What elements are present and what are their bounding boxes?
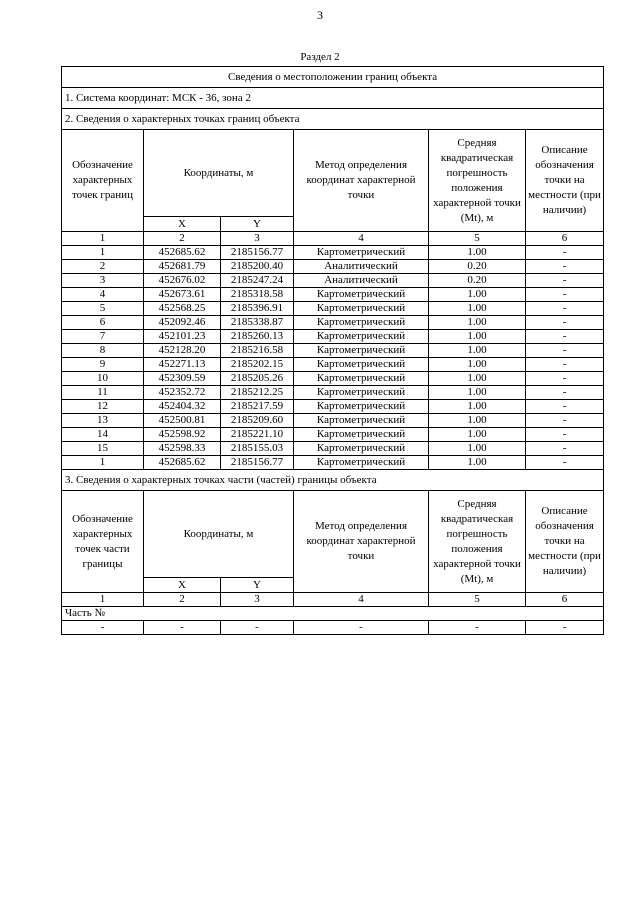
column-number-1: 1 [62,593,144,607]
method-cell: Картометрический [294,316,429,330]
y-coord-cell: 2185396.91 [221,302,294,316]
x-coord-cell: 452685.62 [144,456,221,470]
description-cell: - [526,274,604,288]
description-cell: - [526,414,604,428]
y-coord-cell: 2185209.60 [221,414,294,428]
description-cell: - [526,302,604,316]
column-number-5: 5 [429,232,526,246]
table-row [62,316,604,330]
description-cell: - [526,372,604,386]
y-coord-cell: 2185247.24 [221,274,294,288]
table-row [62,344,604,358]
part-error-cell: - [429,621,526,635]
column-number-4: 4 [294,232,429,246]
y-coord-cell: 2185156.77 [221,246,294,260]
point-id-cell: 2 [62,260,144,274]
error-cell: 1.00 [429,428,526,442]
part-coordinates-header: Координаты, м [144,491,294,578]
table-row [62,414,604,428]
point-id-cell: 13 [62,414,144,428]
description-cell: - [526,260,604,274]
description-cell: - [526,246,604,260]
x-coord-cell: 452681.79 [144,260,221,274]
point-id-cell: 9 [62,358,144,372]
method-cell: Картометрический [294,400,429,414]
x-coord-cell: 452092.46 [144,316,221,330]
description-header: Описание обозначения точки на местности (при наличии) [526,130,604,232]
point-id-cell: 15 [62,442,144,456]
y-coord-cell: 2185200.40 [221,260,294,274]
y-coord-cell: 2185212.25 [221,386,294,400]
description-cell: - [526,358,604,372]
column-number-6: 6 [526,593,604,607]
description-cell: - [526,344,604,358]
y-coord-cell: 2185155.03 [221,442,294,456]
part-designation-header: Обозначение характерных точек части границы [62,491,144,593]
point-id-cell: 8 [62,344,144,358]
point-id-cell: 1 [62,456,144,470]
table-row [62,358,604,372]
part-label: Часть № [62,607,604,621]
y-header: Y [221,217,294,232]
table-row [62,302,604,316]
error-cell: 1.00 [429,316,526,330]
x-coord-cell: 452101.23 [144,330,221,344]
part-y-header: Y [221,578,294,593]
x-coord-cell: 452685.62 [144,246,221,260]
x-header: X [144,217,221,232]
table-row [62,246,604,260]
error-cell: 1.00 [429,414,526,428]
section-title: Раздел 2 [300,51,340,63]
point-id-cell: 11 [62,386,144,400]
error-cell: 0.20 [429,260,526,274]
column-number-2: 2 [144,232,221,246]
table-row [62,288,604,302]
table-row [62,456,604,470]
method-cell: Картометрический [294,358,429,372]
table-row [62,442,604,456]
section2-title: 2. Сведения о характерных точках границ объекта [62,109,604,130]
table-row [62,330,604,344]
x-coord-cell: 452404.32 [144,400,221,414]
part-y-coord-cell: - [221,621,294,635]
error-cell: 1.00 [429,246,526,260]
method-cell: Картометрический [294,288,429,302]
method-header: Метод определения координат характерной точки [294,130,429,232]
method-cell: Картометрический [294,428,429,442]
description-cell: - [526,456,604,470]
method-cell: Картометрический [294,386,429,400]
part-method-cell: - [294,621,429,635]
y-coord-cell: 2185221.10 [221,428,294,442]
part-description-header: Описание обозначения точки на местности (при наличии) [526,491,604,593]
description-cell: - [526,316,604,330]
method-cell: Картометрический [294,442,429,456]
part-point-id-cell: - [62,621,144,635]
x-coord-cell: 452568.25 [144,302,221,316]
column-number-3: 3 [221,593,294,607]
method-cell: Аналитический [294,274,429,288]
point-id-cell: 12 [62,400,144,414]
error-cell: 1.00 [429,288,526,302]
error-cell: 1.00 [429,358,526,372]
point-id-cell: 3 [62,274,144,288]
error-cell: 1.00 [429,400,526,414]
point-id-cell: 10 [62,372,144,386]
x-coord-cell: 452676.02 [144,274,221,288]
y-coord-cell: 2185338.87 [221,316,294,330]
part-method-header: Метод определения координат характерной точки [294,491,429,593]
part-table-row [62,621,604,635]
column-number-2: 2 [144,593,221,607]
method-cell: Картометрический [294,246,429,260]
part-x-coord-cell: - [144,621,221,635]
column-number-1: 1 [62,232,144,246]
description-cell: - [526,386,604,400]
y-coord-cell: 2185216.58 [221,344,294,358]
description-cell: - [526,288,604,302]
y-coord-cell: 2185205.26 [221,372,294,386]
y-coord-cell: 2185260.13 [221,330,294,344]
method-cell: Картометрический [294,330,429,344]
coord-system: 1. Система координат: МСК - 36, зона 2 [62,88,604,109]
table-row [62,428,604,442]
x-coord-cell: 452271.13 [144,358,221,372]
part-x-header: X [144,578,221,593]
description-cell: - [526,330,604,344]
x-coord-cell: 452598.33 [144,442,221,456]
x-coord-cell: 452500.81 [144,414,221,428]
section3-title: 3. Сведения о характерных точках части (частей) границы объекта [62,470,604,491]
error-header: Средняя квадратическая погрешность положения характерной точки (Mt), м [429,130,526,232]
error-cell: 0.20 [429,274,526,288]
error-cell: 1.00 [429,442,526,456]
part-description-cell: - [526,621,604,635]
x-coord-cell: 452309.59 [144,372,221,386]
description-cell: - [526,400,604,414]
x-coord-cell: 452128.20 [144,344,221,358]
table-row [62,260,604,274]
coordinates-header: Координаты, м [144,130,294,217]
y-coord-cell: 2185156.77 [221,456,294,470]
x-coord-cell: 452598.92 [144,428,221,442]
boundary-table [61,66,604,635]
part-column-numbers-row [62,593,604,607]
method-cell: Картометрический [294,344,429,358]
column-number-3: 3 [221,232,294,246]
error-cell: 1.00 [429,330,526,344]
error-cell: 1.00 [429,344,526,358]
error-cell: 1.00 [429,386,526,400]
column-number-6: 6 [526,232,604,246]
page-number: 3 [317,8,323,22]
method-cell: Картометрический [294,456,429,470]
table-row [62,274,604,288]
method-cell: Картометрический [294,414,429,428]
x-coord-cell: 452352.72 [144,386,221,400]
column-number-4: 4 [294,593,429,607]
method-cell: Картометрический [294,372,429,386]
point-id-cell: 5 [62,302,144,316]
designation-header: Обозначение характерных точек границ [62,130,144,232]
point-id-cell: 7 [62,330,144,344]
table-title: Сведения о местоположении границ объекта [62,67,604,88]
error-cell: 1.00 [429,372,526,386]
table-row [62,386,604,400]
column-numbers-row [62,232,604,246]
table-row [62,400,604,414]
y-coord-cell: 2185217.59 [221,400,294,414]
description-cell: - [526,442,604,456]
error-cell: 1.00 [429,456,526,470]
description-cell: - [526,428,604,442]
x-coord-cell: 452673.61 [144,288,221,302]
point-id-cell: 1 [62,246,144,260]
error-cell: 1.00 [429,302,526,316]
table-row [62,372,604,386]
method-cell: Картометрический [294,302,429,316]
method-cell: Аналитический [294,260,429,274]
y-coord-cell: 2185318.58 [221,288,294,302]
part-error-header: Средняя квадратическая погрешность положения характерной точки (Mt), м [429,491,526,593]
point-id-cell: 6 [62,316,144,330]
column-number-5: 5 [429,593,526,607]
y-coord-cell: 2185202.15 [221,358,294,372]
point-id-cell: 14 [62,428,144,442]
point-id-cell: 4 [62,288,144,302]
